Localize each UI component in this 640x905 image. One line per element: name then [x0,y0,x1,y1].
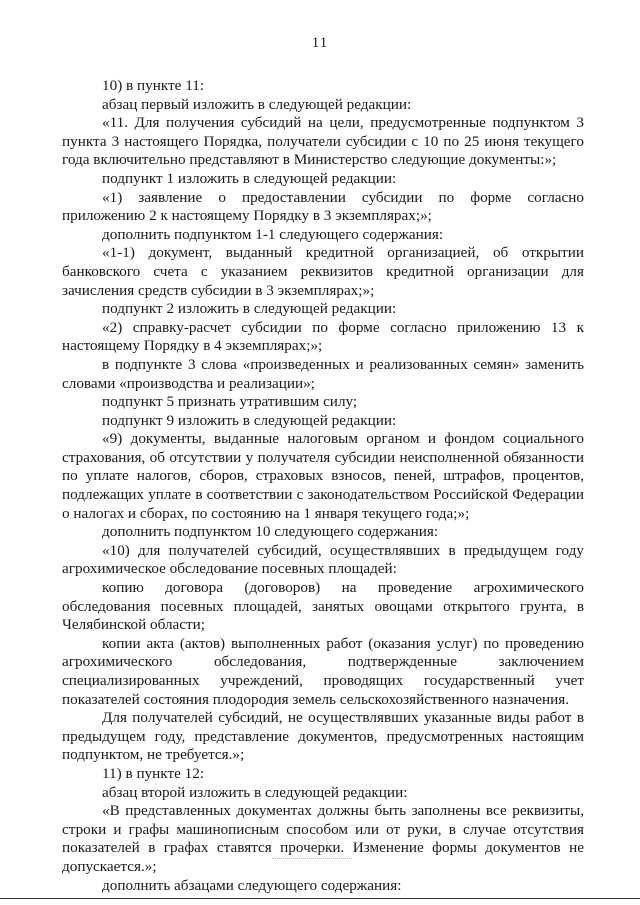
paragraph: Для получателей субсидий, не осуществлявших указанные виды работ в предыдущем году, представление документов, предусмотренных настоящим подпунктом, не требуется.»; [62,709,584,764]
paragraph: копию договора (договоров) на проведение агрохимического обследования посевных площадей, занятых овощами открытого грунта, в Челябинской области; [62,579,584,634]
paragraph: «1-1) документ, выданный кредитной организацией, об открытии банковского счета с указанием реквизитов кредитной организации для зачисления средств субсидии в 3 экземплярах;»; [62,244,584,299]
document-body [62,77,584,895]
stamp-dots [272,858,352,863]
paragraph: дополнить абзацами следующего содержания: [102,876,402,894]
paragraph: подпункт 9 изложить в следующей редакции: [102,411,397,429]
paragraph: «В представленных документах должны быть заполнены все реквизиты, строки и графы машинописным способом или от руки, в случае отсутствия показателей в графах ставятся прочерки. Изменение формы документов не допускается.»; [62,802,584,875]
paragraph: 11) в пункте 12: [102,764,205,782]
paragraph: копии акта (актов) выполненных работ (оказания услуг) по проведению агрохимического обследования, подтвержденные заключением специализированных учреждений, проводящих государственный учет показателей состояния плодородия земель сельскохозяйственного назначения. [62,634,584,708]
paragraph: «1) заявление о предоставлении субсидии по форме согласно приложению 2 к настоящему Порядку в 3 экземплярах;»; [62,188,584,225]
paragraph: «9) документы, выданные налоговым органом и фондом социального страхования, об отсутствии у получателя субсидии неисполненной обязанности по уплате налогов, сборов, страховых взносов, пеней, штрафов, процентов, подлежащих уплате в соответствии с законодательством Российской Федерации о налогах и сборах, по состоянию на 1 января текущего года;»; [62,430,584,522]
paragraph: абзац первый изложить в следующей редакции: [102,95,412,113]
paragraph: дополнить подпунктом 10 следующего содержания: [102,523,439,541]
paragraph: «2) справку-расчет субсидии по форме согласно приложению 13 к настоящему Порядку в 4 экземплярах;»; [62,318,584,355]
bottom-rule [0,898,640,899]
paragraph: подпункт 5 признать утратившим силу; [102,393,358,411]
paragraph: подпункт 2 изложить в следующей редакции: [102,300,397,318]
page-number: 11 [311,35,329,51]
paragraph: «11. Для получения субсидий на цели, предусмотренные подпунктом 3 пункта 3 настоящего Порядка, получатели субсидии с 10 по 25 июня текущего года включительно представляют в Министерство следующие документы:»; [62,114,584,169]
paragraph: абзац второй изложить в следующей редакции: [102,783,408,801]
stamp-mark [308,833,328,853]
paragraph: подпункт 1 изложить в следующей редакции: [102,169,397,187]
paragraph: 10) в пункте 11: [102,77,205,94]
paragraph: «10) для получателей субсидий, осуществлявших в предыдущем году агрохимическое обследование посевных площадей: [62,541,584,578]
paragraph: дополнить подпунктом 1-1 следующего содержания: [102,225,444,243]
paragraph: в подпункте 3 слова «произведенных и реализованных семян» заменить словами «производства и реализации»; [62,355,584,392]
